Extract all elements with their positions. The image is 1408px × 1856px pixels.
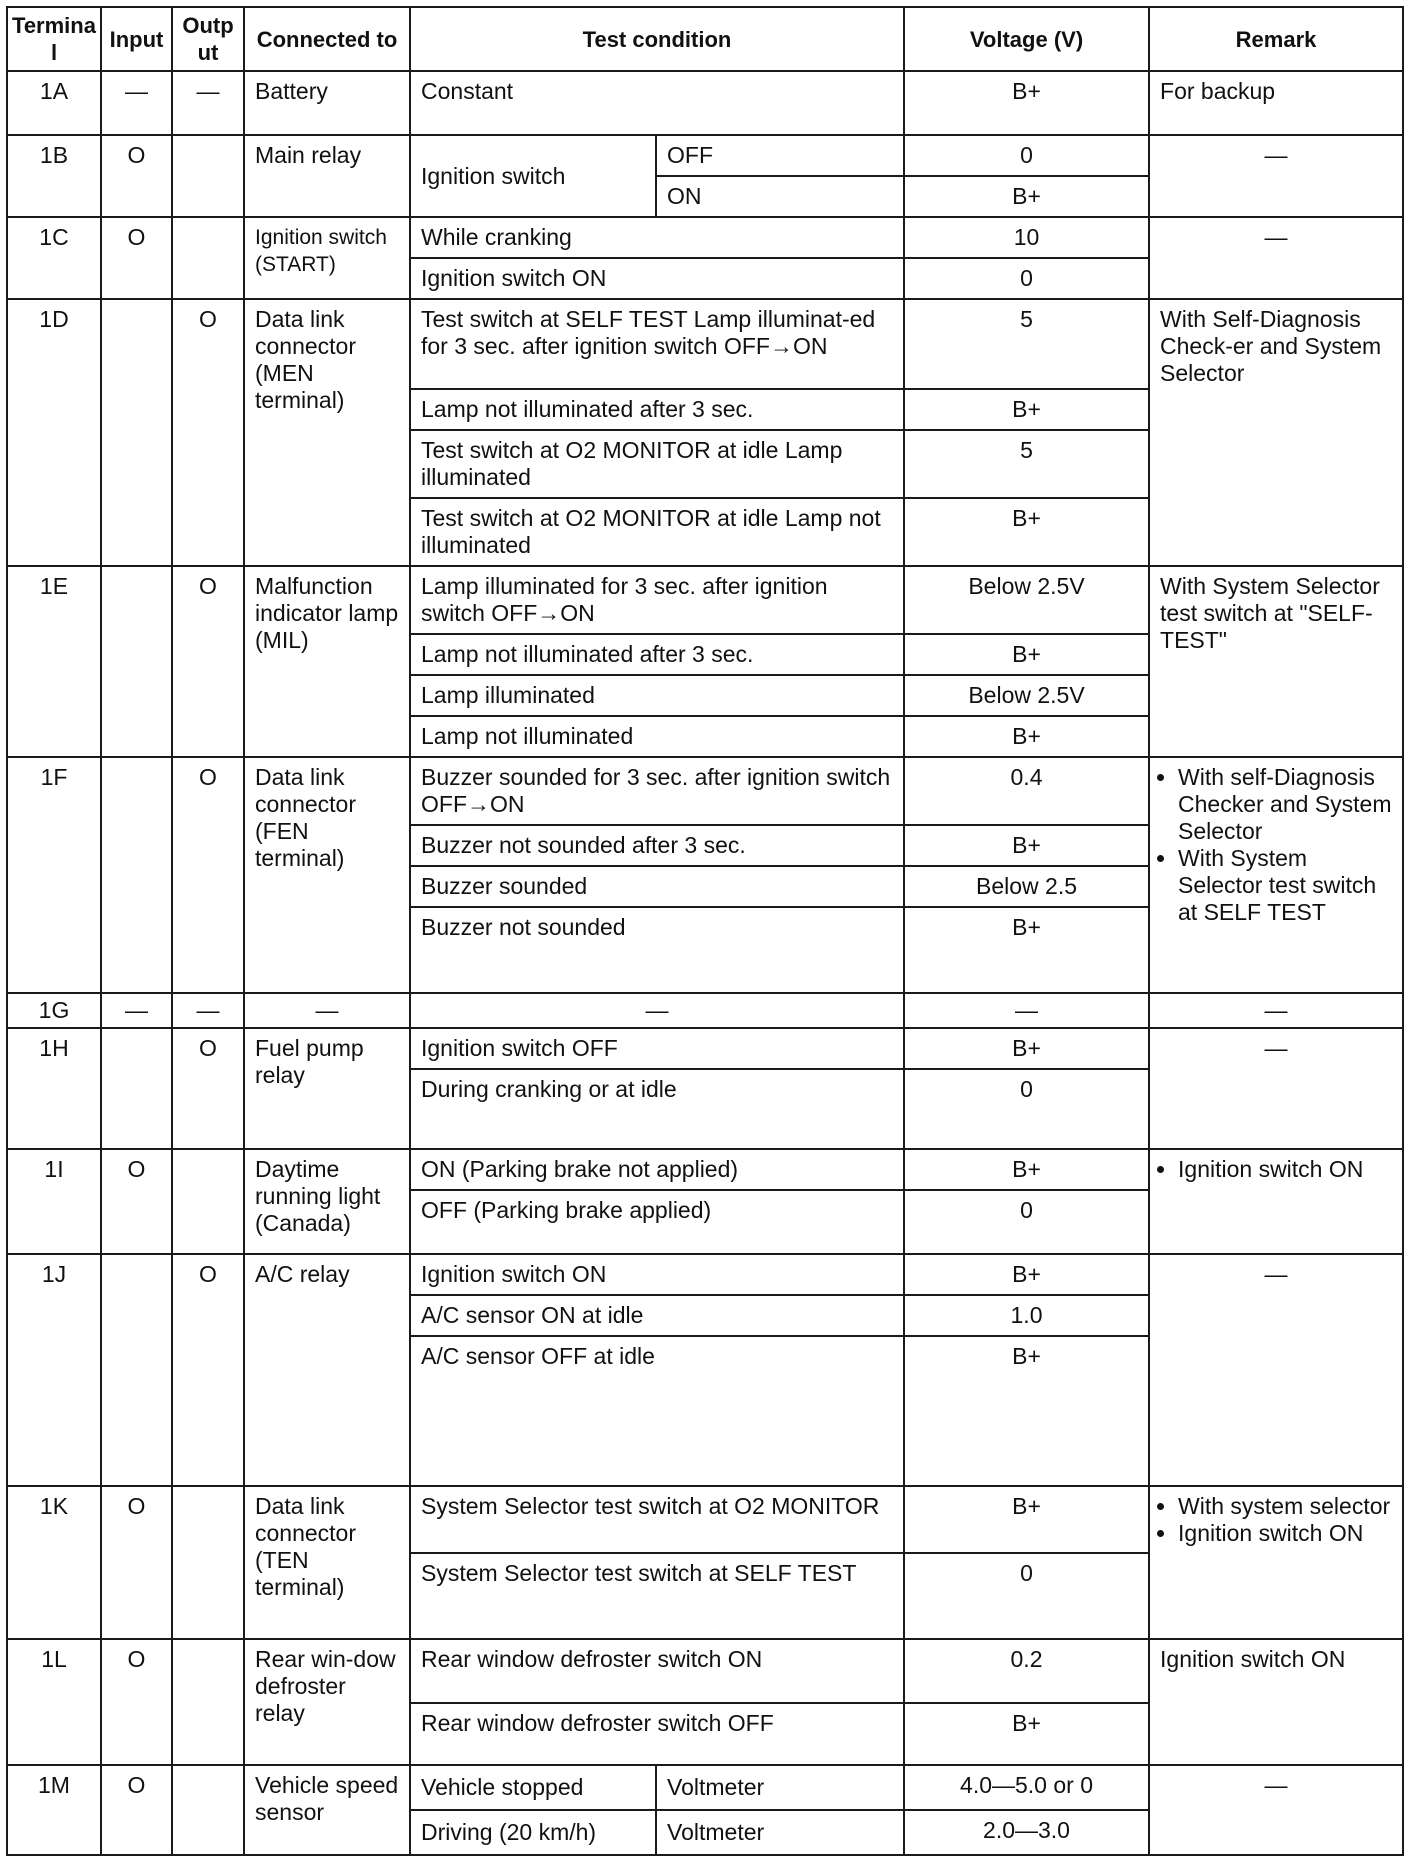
condition-cell: Driving (20 km/h)	[410, 1810, 656, 1855]
sub-condition-cell: ON	[656, 176, 904, 217]
header-input: Input	[101, 7, 172, 71]
table-row	[7, 993, 1403, 1028]
remark-list	[1156, 1156, 1392, 1183]
remark-cell: Ignition switch ON	[1149, 1639, 1403, 1765]
table-row	[7, 1149, 1403, 1190]
remark-cell: —	[1149, 135, 1403, 217]
terminal-voltage-table	[6, 6, 1404, 1856]
remark-cell: —	[1149, 1028, 1403, 1149]
output-cell: —	[172, 993, 244, 1028]
voltage-cell: 0	[904, 258, 1149, 299]
condition-cell: Buzzer sounded for 3 sec. after ignition switch OFF→ON	[410, 757, 904, 825]
remark-item: • With self-Diagnosis Checker and System Selector	[1178, 764, 1392, 845]
table-row	[7, 1028, 1403, 1069]
condition-cell: Buzzer not sounded after 3 sec.	[410, 825, 904, 866]
voltage-cell: 5	[904, 430, 1149, 498]
condition-cell: ON (Parking brake not applied)	[410, 1149, 904, 1190]
input-cell: O	[101, 1639, 172, 1765]
voltage-cell: 5	[904, 299, 1149, 389]
output-cell	[172, 135, 244, 217]
terminal-cell: 1E	[7, 566, 101, 757]
condition-cell: Buzzer sounded	[410, 866, 904, 907]
terminal-cell: 1J	[7, 1254, 101, 1486]
table-row	[7, 71, 1403, 135]
input-cell	[101, 757, 172, 993]
output-cell: O	[172, 1028, 244, 1149]
remark-cell: For backup	[1149, 71, 1403, 135]
condition-cell: Test switch at SELF TEST Lamp illuminat-ed for 3 sec. after ignition switch OFF→ON	[410, 299, 904, 389]
connected-cell: Malfunction indicator lamp (MIL)	[244, 566, 410, 757]
table-row	[7, 1486, 1403, 1553]
voltage-cell: B+	[904, 716, 1149, 757]
voltage-cell: 0	[904, 135, 1149, 176]
voltage-cell: B+	[904, 71, 1149, 135]
connected-cell: A/C relay	[244, 1254, 410, 1486]
connected-cell: —	[244, 993, 410, 1028]
condition-cell: Buzzer not sounded	[410, 907, 904, 993]
condition-cell: Lamp not illuminated after 3 sec.	[410, 389, 904, 430]
voltage-cell: Below 2.5V	[904, 566, 1149, 634]
remark-item: • Ignition switch ON	[1178, 1156, 1392, 1183]
output-cell: —	[172, 71, 244, 135]
table-row	[7, 1639, 1403, 1703]
voltage-cell: B+	[904, 1486, 1149, 1553]
voltage-cell: B+	[904, 634, 1149, 675]
output-cell	[172, 1486, 244, 1639]
voltage-cell: B+	[904, 1028, 1149, 1069]
remark-cell: —	[1149, 217, 1403, 299]
header-test-condition: Test condition	[410, 7, 904, 71]
connected-cell: Rear win-dow defroster relay	[244, 1639, 410, 1765]
condition-cell: OFF (Parking brake applied)	[410, 1190, 904, 1254]
header-terminal: Terminal	[7, 7, 101, 71]
terminal-cell: 1D	[7, 299, 101, 566]
connected-cell: Data link connector (FEN terminal)	[244, 757, 410, 993]
remark-cell: With Self-Diagnosis Check-er and System Selector	[1149, 299, 1403, 566]
input-cell	[101, 1254, 172, 1486]
condition-cell: Ignition switch	[410, 135, 656, 217]
voltage-cell: —	[904, 993, 1149, 1028]
voltage-cell: 2.0—3.0	[904, 1810, 1149, 1855]
sub-condition-cell: OFF	[656, 135, 904, 176]
terminal-cell: 1M	[7, 1765, 101, 1855]
condition-cell: Rear window defroster switch ON	[410, 1639, 904, 1703]
condition-cell: Rear window defroster switch OFF	[410, 1703, 904, 1765]
terminal-cell: 1L	[7, 1639, 101, 1765]
remark-cell: With System Selector test switch at "SELF-TEST"	[1149, 566, 1403, 757]
table-row	[7, 757, 1403, 825]
voltage-cell: 0	[904, 1069, 1149, 1149]
voltage-cell: 0.4	[904, 757, 1149, 825]
condition-cell: —	[410, 993, 904, 1028]
table-row	[7, 135, 1403, 176]
condition-cell: Lamp not illuminated	[410, 716, 904, 757]
connected-cell: Daytime running light (Canada)	[244, 1149, 410, 1254]
voltage-cell: B+	[904, 907, 1149, 993]
input-cell: —	[101, 993, 172, 1028]
condition-cell: Ignition switch ON	[410, 1254, 904, 1295]
remark-item: • Ignition switch ON	[1178, 1520, 1392, 1547]
input-cell: —	[101, 71, 172, 135]
terminal-cell: 1K	[7, 1486, 101, 1639]
condition-cell: Lamp illuminated for 3 sec. after ignition switch OFF→ON	[410, 566, 904, 634]
condition-cell: Vehicle stopped	[410, 1765, 656, 1810]
remark-item: • With system selector	[1178, 1493, 1392, 1520]
output-cell	[172, 217, 244, 299]
table-row	[7, 1765, 1403, 1810]
condition-cell: Test switch at O2 MONITOR at idle Lamp not illuminated	[410, 498, 904, 566]
terminal-cell: 1F	[7, 757, 101, 993]
terminal-cell: 1B	[7, 135, 101, 217]
condition-cell: System Selector test switch at SELF TEST	[410, 1553, 904, 1639]
voltage-cell: B+	[904, 389, 1149, 430]
voltage-cell: 0.2	[904, 1639, 1149, 1703]
voltage-cell: B+	[904, 498, 1149, 566]
output-cell	[172, 1765, 244, 1855]
remark-cell	[1149, 757, 1403, 993]
voltage-cell: 1.0	[904, 1295, 1149, 1336]
condition-cell: Ignition switch ON	[410, 258, 904, 299]
input-cell	[101, 566, 172, 757]
condition-cell: Lamp not illuminated after 3 sec.	[410, 634, 904, 675]
voltage-cell: B+	[904, 1336, 1149, 1486]
connected-cell: Fuel pump relay	[244, 1028, 410, 1149]
terminal-cell: 1C	[7, 217, 101, 299]
voltage-cell: Below 2.5V	[904, 675, 1149, 716]
remark-cell	[1149, 1149, 1403, 1254]
condition-cell: While cranking	[410, 217, 904, 258]
output-cell: O	[172, 757, 244, 993]
voltage-cell: 10	[904, 217, 1149, 258]
remark-list	[1156, 1493, 1392, 1547]
connected-cell: Battery	[244, 71, 410, 135]
table-row	[7, 217, 1403, 258]
condition-cell: Test switch at O2 MONITOR at idle Lamp illuminated	[410, 430, 904, 498]
connected-cell: Vehicle speed sensor	[244, 1765, 410, 1855]
output-cell: O	[172, 1254, 244, 1486]
input-cell: O	[101, 135, 172, 217]
condition-cell: System Selector test switch at O2 MONITOR	[410, 1486, 904, 1553]
condition-cell: During cranking or at idle	[410, 1069, 904, 1149]
input-cell	[101, 299, 172, 566]
terminal-cell: 1I	[7, 1149, 101, 1254]
remark-cell	[1149, 1486, 1403, 1639]
condition-cell: Constant	[410, 71, 904, 135]
voltage-cell: B+	[904, 825, 1149, 866]
header-connected-to: Connected to	[244, 7, 410, 71]
voltage-cell: B+	[904, 1254, 1149, 1295]
table-row	[7, 299, 1403, 389]
input-cell: O	[101, 1486, 172, 1639]
condition-cell: A/C sensor ON at idle	[410, 1295, 904, 1336]
terminal-cell: 1A	[7, 71, 101, 135]
input-cell: O	[101, 217, 172, 299]
voltage-cell: B+	[904, 1703, 1149, 1765]
voltage-cell: 4.0—5.0 or 0	[904, 1765, 1149, 1810]
voltage-cell: 0	[904, 1190, 1149, 1254]
voltage-cell: Below 2.5	[904, 866, 1149, 907]
connected-cell: Data link connector (TEN terminal)	[244, 1486, 410, 1639]
output-cell: O	[172, 299, 244, 566]
sub-condition-cell: Voltmeter	[656, 1765, 904, 1810]
output-cell: O	[172, 566, 244, 757]
header-row	[7, 7, 1403, 71]
remark-cell: —	[1149, 993, 1403, 1028]
output-cell	[172, 1149, 244, 1254]
remark-list	[1156, 764, 1392, 926]
input-cell	[101, 1028, 172, 1149]
table-row	[7, 566, 1403, 634]
terminal-cell: 1H	[7, 1028, 101, 1149]
table-row	[7, 1254, 1403, 1295]
terminal-cell: 1G	[7, 993, 101, 1028]
remark-cell: —	[1149, 1765, 1403, 1855]
condition-cell: Lamp illuminated	[410, 675, 904, 716]
header-output: Output	[172, 7, 244, 71]
voltage-cell: 0	[904, 1553, 1149, 1639]
voltage-cell: B+	[904, 1149, 1149, 1190]
terminal-voltage-table-sheet	[6, 6, 1402, 1856]
input-cell: O	[101, 1149, 172, 1254]
connected-cell: Data link connector (MEN terminal)	[244, 299, 410, 566]
condition-cell: Ignition switch OFF	[410, 1028, 904, 1069]
sub-condition-cell: Voltmeter	[656, 1810, 904, 1855]
remark-item: • With System Selector test switch at SELF TEST	[1178, 845, 1392, 926]
header-remark: Remark	[1149, 7, 1403, 71]
condition-cell: A/C sensor OFF at idle	[410, 1336, 904, 1486]
header-voltage: Voltage (V)	[904, 7, 1149, 71]
remark-cell: —	[1149, 1254, 1403, 1486]
voltage-cell: B+	[904, 176, 1149, 217]
connected-cell: Main relay	[244, 135, 410, 217]
connected-cell: Ignition switch (START)	[244, 217, 410, 299]
output-cell	[172, 1639, 244, 1765]
input-cell: O	[101, 1765, 172, 1855]
